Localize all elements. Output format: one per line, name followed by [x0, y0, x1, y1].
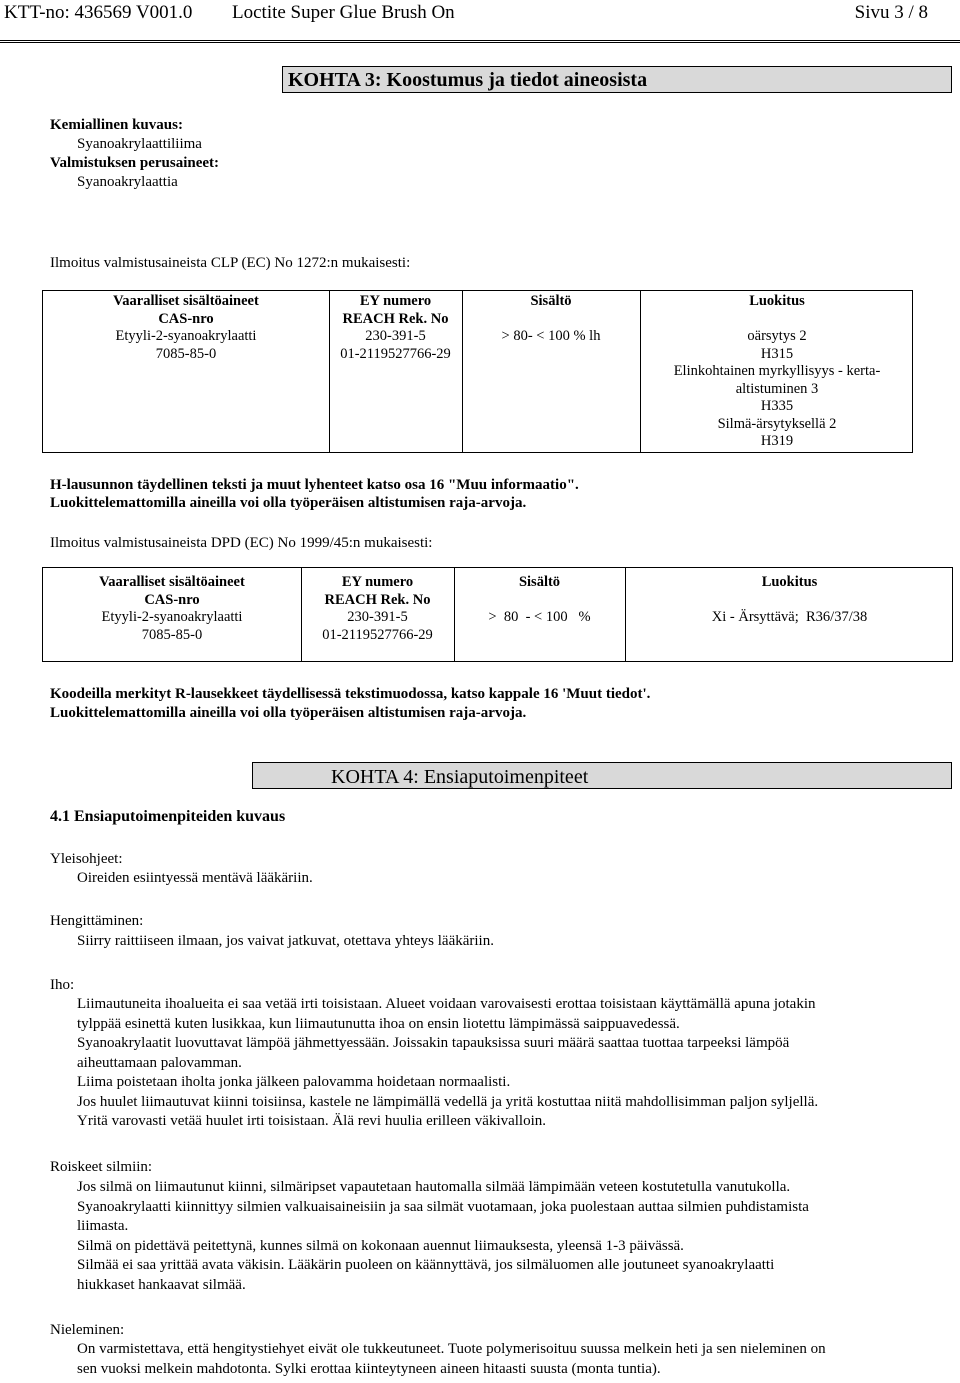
dpd-col3 [454, 574, 625, 627]
chem-desc-value: Syanoakrylaattiliima [77, 136, 202, 152]
ingestion-line: On varmistettava, että hengitystiehyet eivät ole tukkeutuneet. Tuote polymerisoituu suussa melkein heti ja sen nieleminen on [77, 1341, 826, 1357]
skin-line: aiheuttamaan palovamman. [77, 1054, 242, 1071]
section3-title: KOHTA 3: Koostumus ja tiedot aineosista [288, 69, 648, 91]
dpd-substance-content: > 80 - < 100 % [488, 609, 591, 625]
inhalation-label: Hengittäminen: [50, 913, 144, 929]
eyes-text [77, 1178, 947, 1295]
general-text: Oireiden esiintyessä mentävä lääkäriin. [77, 870, 313, 886]
eyes-line: Jos silmä on liimautunut kiinni, silmäripset vapautetaan hautomalla silmää lämpimään veteen kostutetulla vanutukolla. [77, 1179, 791, 1195]
clp-col1-head2: CAS-nro [158, 310, 214, 327]
dpd-col3-head: Sisältö [518, 574, 561, 590]
clp-substance-name: Etyyli-2-syanoakrylaatti [115, 328, 257, 344]
ingestion-text [77, 1340, 947, 1379]
section4-subheading: 4.1 Ensiaputoimenpiteiden kuvaus [50, 808, 286, 825]
clp-note-2: Luokittelemattomilla aineilla voi olla työperäisen altistumisen raja-arvoja. [50, 495, 527, 511]
inhalation-text: Siirry raittiiseen ilmaan, jos vaivat jatkuvat, otettava yhteys lääkäriin. [77, 933, 494, 949]
section3-title-bar [282, 66, 952, 93]
clp-class-line: Silmä-ärsytyksellä 2 [717, 415, 837, 432]
header-rule [0, 40, 960, 41]
clp-table [42, 290, 913, 453]
eyes-line: liimasta. [77, 1218, 129, 1234]
dpd-col1 [43, 574, 301, 644]
clp-col2-head2: REACH Rek. No [342, 310, 449, 327]
doc-id: KTT-no: 436569 V001.0 [4, 2, 193, 23]
clp-substance-ec: 230-391-5 [365, 328, 426, 344]
page-number: Sivu 3 / 8 [854, 2, 928, 23]
eyes-line: Silmä on pidettävä peitettynä, kunnes silmä on kokonaan auennut liimauksesta, yleensä 1-3 päivässä. [77, 1237, 684, 1254]
dpd-substance-reach: 01-2119527766-29 [322, 626, 433, 643]
skin-text [77, 995, 947, 1132]
dpd-note-2: Luokittelemattomilla aineilla voi olla työperäisen altistumisen raja-arvoja. [50, 705, 527, 721]
clp-substance-cas: 7085-85-0 [155, 345, 217, 362]
product-name: Loctite Super Glue Brush On [232, 2, 455, 23]
chem-desc-label: Kemiallinen kuvaus: [50, 117, 183, 133]
section4-title: KOHTA 4: Ensiaputoimenpiteet [331, 766, 589, 788]
clp-substance-content: > 80- < 100 % lh [501, 328, 601, 344]
clp-class-line: H319 [760, 433, 794, 449]
clp-class-line: H335 [760, 398, 794, 414]
clp-col1-header [43, 293, 329, 363]
dpd-col1-head1: Vaaralliset sisältöaineet [99, 574, 245, 590]
skin-label: Iho: [50, 977, 75, 993]
dpd-col2 [301, 574, 454, 644]
dpd-substance-cas: 7085-85-0 [141, 626, 203, 643]
clp-col2-head1: EY numero [359, 293, 432, 309]
clp-col4 [640, 293, 914, 451]
ingestion-label: Nieleminen: [50, 1322, 125, 1338]
dpd-col2-head2: REACH Rek. No [324, 591, 431, 608]
dpd-classification: Xi - Ärsyttävä; R36/37/38 [711, 609, 868, 625]
ingestion-line: sen vuoksi melkein mahdotonta. Sylki erottaa kiinteytyneen aineen hitaasti suusta (monta tuntia). [77, 1360, 661, 1377]
dpd-col4-head: Luokitus [761, 574, 818, 590]
section4-title-bar [252, 762, 952, 789]
clp-col2-header [329, 293, 462, 363]
clp-class-line: H315 [760, 345, 794, 362]
base-value: Syanoakrylaattia [77, 174, 178, 190]
clp-class-line: altistuminen 3 [735, 380, 819, 397]
clp-class-line: Elinkohtainen myrkyllisyys - kerta- [673, 363, 881, 379]
clp-col3-head: Sisältö [530, 293, 572, 309]
dpd-substance-name: Etyyli-2-syanoakrylaatti [101, 609, 243, 625]
skin-line: tylppää esinettä kuten lusikkaa, kun liimautunutta ihoa on ensin liotettu lämpimässä saippuavedessä. [77, 1015, 680, 1032]
skin-line: Jos huulet liimautuvat kiinni toisiinsa, kastele ne lämpimällä vedellä ja yritä kostuttaa niitä mahdollisimman paljon syljellä. [77, 1093, 819, 1110]
clp-col3 [462, 293, 640, 346]
eyes-label: Roiskeet silmiin: [50, 1159, 153, 1175]
clp-col4-head: Luokitus [749, 293, 805, 309]
skin-line: Liimautuneita ihoalueita ei saa vetää irti toisistaan. Alueet voidaan varovaisesti erottaa toisistaan käyttämällä apuna jotakin [77, 996, 816, 1012]
skin-line: Syanoakrylaatit luovuttavat lämpöä jähmettyessään. Joissakin tapauksissa suuri määrä saattaa tuottaa tarpeeksi lämpöä [77, 1035, 790, 1051]
eyes-line: Syanoakrylaatti kiinnittyy silmien valkuaisaineisiin ja saa silmät vuotamaan, joka puolestaan auttaa silmien puhdistamista [77, 1198, 809, 1215]
dpd-note-1: Koodeilla merkityt R-lausekkeet täydellisessä tekstimuodossa, katso kappale 16 'Muut tiedot'. [50, 686, 651, 702]
clp-note-1: H-lausunnon täydellinen teksti ja muut lyhenteet katso osa 16 "Muu informaatio". [50, 477, 579, 493]
clp-class-line: oärsytys 2 [747, 328, 807, 344]
clp-col1-head1: Vaaralliset sisältöaineet [113, 293, 259, 309]
skin-line: Liima poistetaan iholta jonka jälkeen palovamma hoidetaan normaalisti. [77, 1074, 511, 1090]
clp-substance-reach: 01-2119527766-29 [340, 345, 451, 362]
base-label: Valmistuksen perusaineet: [50, 155, 220, 171]
header-rule-bold [0, 42, 960, 43]
eyes-line: hiukkaset hankaavat silmää. [77, 1276, 246, 1293]
skin-line: Yritä varovasti vetää huulet irti toisistaan. Älä revi huulia erilleen väkivalloin. [77, 1113, 547, 1129]
dpd-substance-ec: 230-391-5 [347, 609, 408, 625]
dpd-col1-head2: CAS-nro [144, 591, 200, 608]
clp-heading: Ilmoitus valmistusaineista CLP (EC) No 1272:n mukaisesti: [50, 255, 411, 271]
eyes-line: Silmää ei saa yrittää avata väkisin. Lääkärin puoleen on käännyttävä, jos silmäluomen alle joutuneet syanoakrylaatti [77, 1257, 775, 1273]
dpd-col2-head1: EY numero [341, 574, 414, 590]
dpd-table [42, 567, 953, 662]
dpd-col4 [625, 574, 954, 627]
general-label: Yleisohjeet: [50, 851, 123, 867]
dpd-heading: Ilmoitus valmistusaineista DPD (EC) No 1999/45:n mukaisesti: [50, 535, 433, 551]
